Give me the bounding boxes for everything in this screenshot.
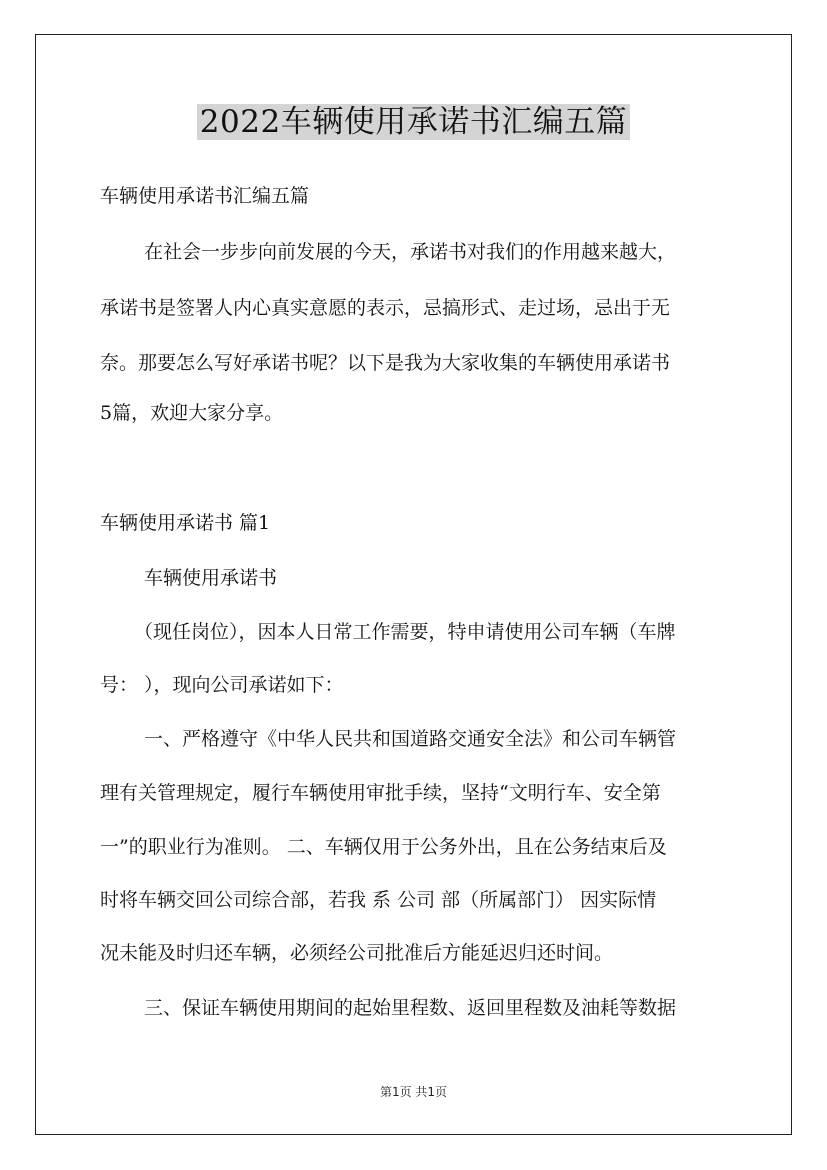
- body-line-7: 况未能及时归还车辆，必须经公司批准后方能延迟归还时间。: [100, 942, 614, 964]
- body-line-2: 号： ），现向公司承诺如下：: [100, 674, 344, 696]
- subtitle: 车辆使用承诺书汇编五篇: [100, 185, 310, 207]
- body-line-4: 理有关管理规定，履行车辆使用审批手续，坚持“文明行车、安全第: [100, 782, 661, 804]
- body-line-8: 三、保证车辆使用期间的起始里程数、返回里程数及油耗等数据: [144, 997, 677, 1019]
- letter-title: 车辆使用承诺书: [144, 567, 278, 589]
- intro-line-4: 5篇，欢迎大家分享。: [100, 402, 284, 424]
- document-title-text: 2022车辆使用承诺书汇编五篇: [197, 104, 630, 140]
- page-footer: 第1页 共1页: [379, 1085, 448, 1099]
- body-line-5: 一”的职业行为准则。 二、车辆仅用于公务外出，且在公务结束后及: [100, 836, 667, 858]
- intro-line-3: 奈。那要怎么写好承诺书呢？以下是我为大家收集的车辆使用承诺书: [100, 352, 671, 374]
- section-heading: 车辆使用承诺书 篇1: [100, 512, 271, 534]
- body-line-6: 时将车辆交回公司综合部，若我 系 公司 部（所属部门） 因实际情: [100, 889, 657, 911]
- body-line-3: 一、严格遵守《中华人民共和国道路交通安全法》和公司车辆管: [144, 728, 677, 750]
- intro-line-1: 在社会一步步向前发展的今天，承诺书对我们的作用越来越大，: [144, 241, 677, 263]
- body-line-1: （现任岗位），因本人日常工作需要，特申请使用公司车辆（车牌: [134, 621, 676, 643]
- document-title: [0, 100, 827, 144]
- intro-line-2: 承诺书是签署人内心真实意愿的表示，忌搞形式、走过场，忌出于无: [100, 297, 671, 319]
